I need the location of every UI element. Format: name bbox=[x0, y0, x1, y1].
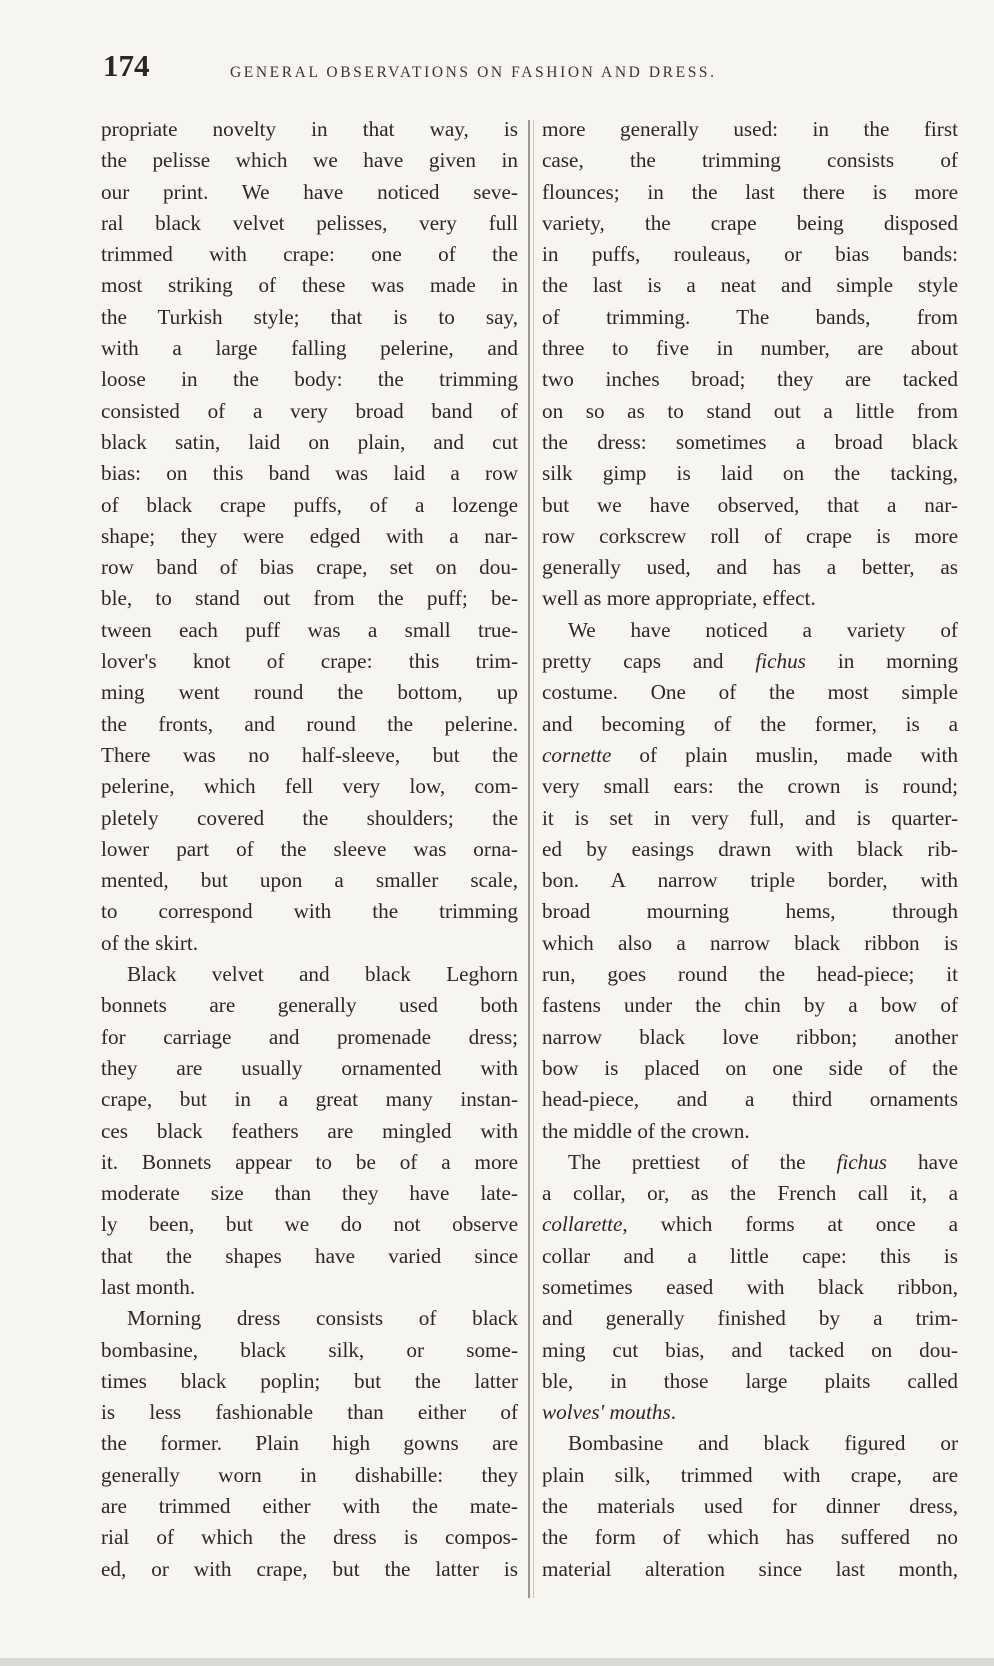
line-text: collar and a little cape: this is bbox=[542, 1243, 958, 1268]
text-line bbox=[542, 1303, 958, 1334]
text-line bbox=[542, 803, 958, 834]
text-line bbox=[542, 834, 958, 865]
line-text: and generally finished by a trim- bbox=[542, 1306, 958, 1331]
scan-edge bbox=[0, 1658, 994, 1666]
line-text: a collar, or, as the French call it, a bbox=[542, 1181, 958, 1206]
text-line: the last is a neat and simple style bbox=[542, 273, 958, 298]
text-line: the fronts, and round the pelerine. bbox=[101, 711, 518, 736]
text-line: times black poplin; but the latter bbox=[101, 1368, 518, 1393]
text-line: There was no half-sleeve, but the bbox=[101, 742, 518, 767]
text-line: ral black velvet pelisses, very full bbox=[101, 210, 518, 235]
text-line: propriate novelty in that way, is bbox=[101, 117, 518, 141]
line-text: Bombasine and black figured or bbox=[568, 1431, 958, 1456]
left-text-column bbox=[101, 114, 518, 1585]
line-text: the materials used for dinner dress, bbox=[542, 1494, 958, 1519]
italic-term: wolves' mouths bbox=[542, 1400, 671, 1425]
text-line: lower part of the sleeve was orna- bbox=[101, 836, 518, 861]
line-text: run, goes round the head-piece; it bbox=[542, 962, 958, 987]
text-line: but we have observed, that a nar- bbox=[542, 492, 958, 517]
text-line bbox=[542, 865, 958, 896]
text-line: ly been, but we do not observe bbox=[101, 1212, 518, 1237]
line-text: in morning bbox=[805, 649, 958, 674]
text-line bbox=[542, 1522, 958, 1553]
text-line bbox=[542, 1084, 958, 1115]
text-line: in puffs, rouleaus, or bias bands: bbox=[542, 242, 958, 267]
text-line bbox=[542, 646, 958, 677]
text-line bbox=[542, 709, 958, 740]
line-text: the middle of the crown. bbox=[542, 1118, 750, 1143]
italic-term: collarette bbox=[542, 1212, 623, 1237]
text-line bbox=[542, 677, 958, 708]
text-line: crape, but in a great many instan- bbox=[101, 1087, 518, 1112]
text-line bbox=[542, 990, 958, 1021]
text-line: pletely covered the shoulders; the bbox=[101, 805, 518, 830]
text-line: our print. We have noticed seve- bbox=[101, 179, 518, 204]
line-text: head-piece, and a third ornaments bbox=[542, 1087, 958, 1112]
line-text: ble, in those large plaits called bbox=[542, 1368, 958, 1393]
text-line: the Turkish style; that is to say, bbox=[101, 304, 518, 329]
text-line: three to five in number, are about bbox=[542, 336, 958, 361]
text-line: consisted of a very broad band of bbox=[101, 398, 518, 423]
line-text: it is set in very full, and is quarter- bbox=[542, 805, 958, 830]
text-line bbox=[542, 1397, 958, 1428]
text-line: case, the trimming consists of bbox=[542, 148, 958, 173]
text-line: mented, but upon a smaller scale, bbox=[101, 868, 518, 893]
line-text: fastens under the chin by a bow of bbox=[542, 993, 958, 1018]
text-line: trimmed with crape: one of the bbox=[101, 242, 518, 267]
text-line: tween each puff was a small true- bbox=[101, 617, 518, 642]
text-line: of the skirt. bbox=[101, 930, 199, 955]
text-line: to correspond with the trimming bbox=[101, 899, 518, 924]
text-line: variety, the crape being disposed bbox=[542, 210, 958, 235]
text-line: loose in the body: the trimming bbox=[101, 367, 518, 392]
text-line bbox=[542, 1272, 958, 1303]
italic-term: fichus bbox=[836, 1149, 888, 1174]
text-line bbox=[542, 1491, 958, 1522]
line-text: which also a narrow black ribbon is bbox=[542, 930, 958, 955]
text-line: generally worn in dishabille: they bbox=[101, 1462, 518, 1487]
text-line: the pelisse which we have given in bbox=[101, 148, 518, 173]
text-line bbox=[542, 740, 958, 771]
text-line bbox=[542, 896, 958, 927]
line-text: pretty caps and bbox=[542, 649, 756, 674]
text-line: bombasine, black silk, or some- bbox=[101, 1337, 518, 1362]
text-line: they are usually ornamented with bbox=[101, 1055, 518, 1080]
text-line: ming went round the bottom, up bbox=[101, 680, 518, 705]
column-divider-secondary bbox=[533, 120, 534, 1598]
text-line bbox=[542, 1053, 958, 1084]
text-line bbox=[542, 1366, 958, 1397]
text-line bbox=[542, 928, 958, 959]
right-text-column bbox=[542, 114, 958, 1585]
text-line: Black velvet and black Leghorn bbox=[127, 962, 518, 987]
line-text: . bbox=[670, 1400, 677, 1425]
line-text: The prettiest of the bbox=[568, 1149, 837, 1174]
text-line: bias: on this band was laid a row bbox=[101, 461, 518, 486]
line-text: plain silk, trimmed with crape, are bbox=[542, 1462, 958, 1487]
text-line: silk gimp is laid on the tacking, bbox=[542, 461, 958, 486]
line-text: very small ears: the crown is round; bbox=[542, 774, 958, 799]
text-line: lover's knot of crape: this trim- bbox=[101, 649, 518, 674]
line-text: have bbox=[887, 1149, 958, 1174]
line-text: We have noticed a variety of bbox=[568, 617, 958, 642]
text-line: of trimming. The bands, from bbox=[542, 304, 958, 329]
line-text: bow is placed on one side of the bbox=[542, 1055, 958, 1080]
text-line bbox=[542, 1554, 958, 1585]
text-line bbox=[542, 1241, 958, 1272]
text-line: on so as to stand out a little from bbox=[542, 398, 958, 423]
text-line: the former. Plain high gowns are bbox=[101, 1431, 518, 1456]
text-line bbox=[542, 615, 958, 646]
text-line: Morning dress consists of black bbox=[127, 1306, 518, 1331]
text-line bbox=[542, 1116, 958, 1147]
text-line: moderate size than they have late- bbox=[101, 1181, 518, 1206]
text-line: last month. bbox=[101, 1274, 196, 1299]
text-line: bonnets are generally used both bbox=[101, 993, 518, 1018]
line-text: material alteration since last month, bbox=[542, 1556, 958, 1581]
line-text: sometimes eased with black ribbon, bbox=[542, 1274, 958, 1299]
text-line bbox=[542, 1147, 958, 1178]
line-text: and becoming of the former, is a bbox=[542, 711, 958, 736]
page-number: 174 bbox=[103, 48, 150, 83]
line-text: narrow black love ribbon; another bbox=[542, 1024, 958, 1049]
text-line: generally used, and has a better, as bbox=[542, 555, 958, 580]
text-line: rial of which the dress is compos- bbox=[101, 1525, 518, 1550]
text-line: with a large falling pelerine, and bbox=[101, 336, 518, 361]
text-line: flounces; in the last there is more bbox=[542, 179, 958, 204]
text-line: two inches broad; they are tacked bbox=[542, 367, 958, 392]
text-line bbox=[542, 1022, 958, 1053]
line-text: costume. One of the most simple bbox=[542, 680, 958, 705]
line-text: bon. A narrow triple border, with bbox=[542, 868, 958, 893]
line-text: , which forms at once a bbox=[622, 1212, 958, 1237]
line-text: ed by easings drawn with black rib- bbox=[542, 836, 958, 861]
text-line: are trimmed either with the mate- bbox=[101, 1494, 518, 1519]
text-line: the dress: sometimes a broad black bbox=[542, 429, 958, 454]
text-line: it. Bonnets appear to be of a more bbox=[101, 1149, 518, 1174]
text-line bbox=[542, 1178, 958, 1209]
text-line bbox=[542, 1335, 958, 1366]
text-line: more generally used: in the first bbox=[542, 117, 958, 141]
text-line: row band of bias crape, set on dou- bbox=[101, 555, 518, 580]
text-line: shape; they were edged with a nar- bbox=[101, 523, 518, 548]
column-divider bbox=[528, 120, 530, 1598]
text-line: of black crape puffs, of a lozenge bbox=[101, 492, 518, 517]
line-text: broad mourning hems, through bbox=[542, 899, 958, 924]
text-line bbox=[542, 771, 958, 802]
text-line: that the shapes have varied since bbox=[101, 1243, 518, 1268]
italic-term: fichus bbox=[755, 649, 806, 674]
running-title: GENERAL OBSERVATIONS ON FASHION AND DRESS. bbox=[230, 64, 717, 81]
text-line: for carriage and promenade dress; bbox=[101, 1024, 518, 1049]
text-line bbox=[542, 1209, 958, 1240]
line-text: of plain muslin, made with bbox=[611, 742, 958, 767]
line-text: the form of which has suffered no bbox=[542, 1525, 958, 1550]
text-line bbox=[542, 959, 958, 990]
text-line: well as more appropriate, effect. bbox=[542, 586, 816, 611]
text-line: ble, to stand out from the puff; be- bbox=[101, 586, 518, 611]
line-text: ming cut bias, and tacked on dou- bbox=[542, 1337, 958, 1362]
italic-term: cornette bbox=[542, 742, 612, 767]
text-line: black satin, laid on plain, and cut bbox=[101, 429, 518, 454]
text-line: ces black feathers are mingled with bbox=[101, 1118, 518, 1143]
text-line: row corkscrew roll of crape is more bbox=[542, 523, 958, 548]
text-line bbox=[542, 1428, 958, 1459]
text-line: pelerine, which fell very low, com- bbox=[101, 774, 518, 799]
text-line: is less fashionable than either of bbox=[101, 1400, 518, 1425]
text-line: most striking of these was made in bbox=[101, 273, 518, 298]
text-line: ed, or with crape, but the latter is bbox=[101, 1556, 518, 1581]
text-line bbox=[542, 1460, 958, 1491]
